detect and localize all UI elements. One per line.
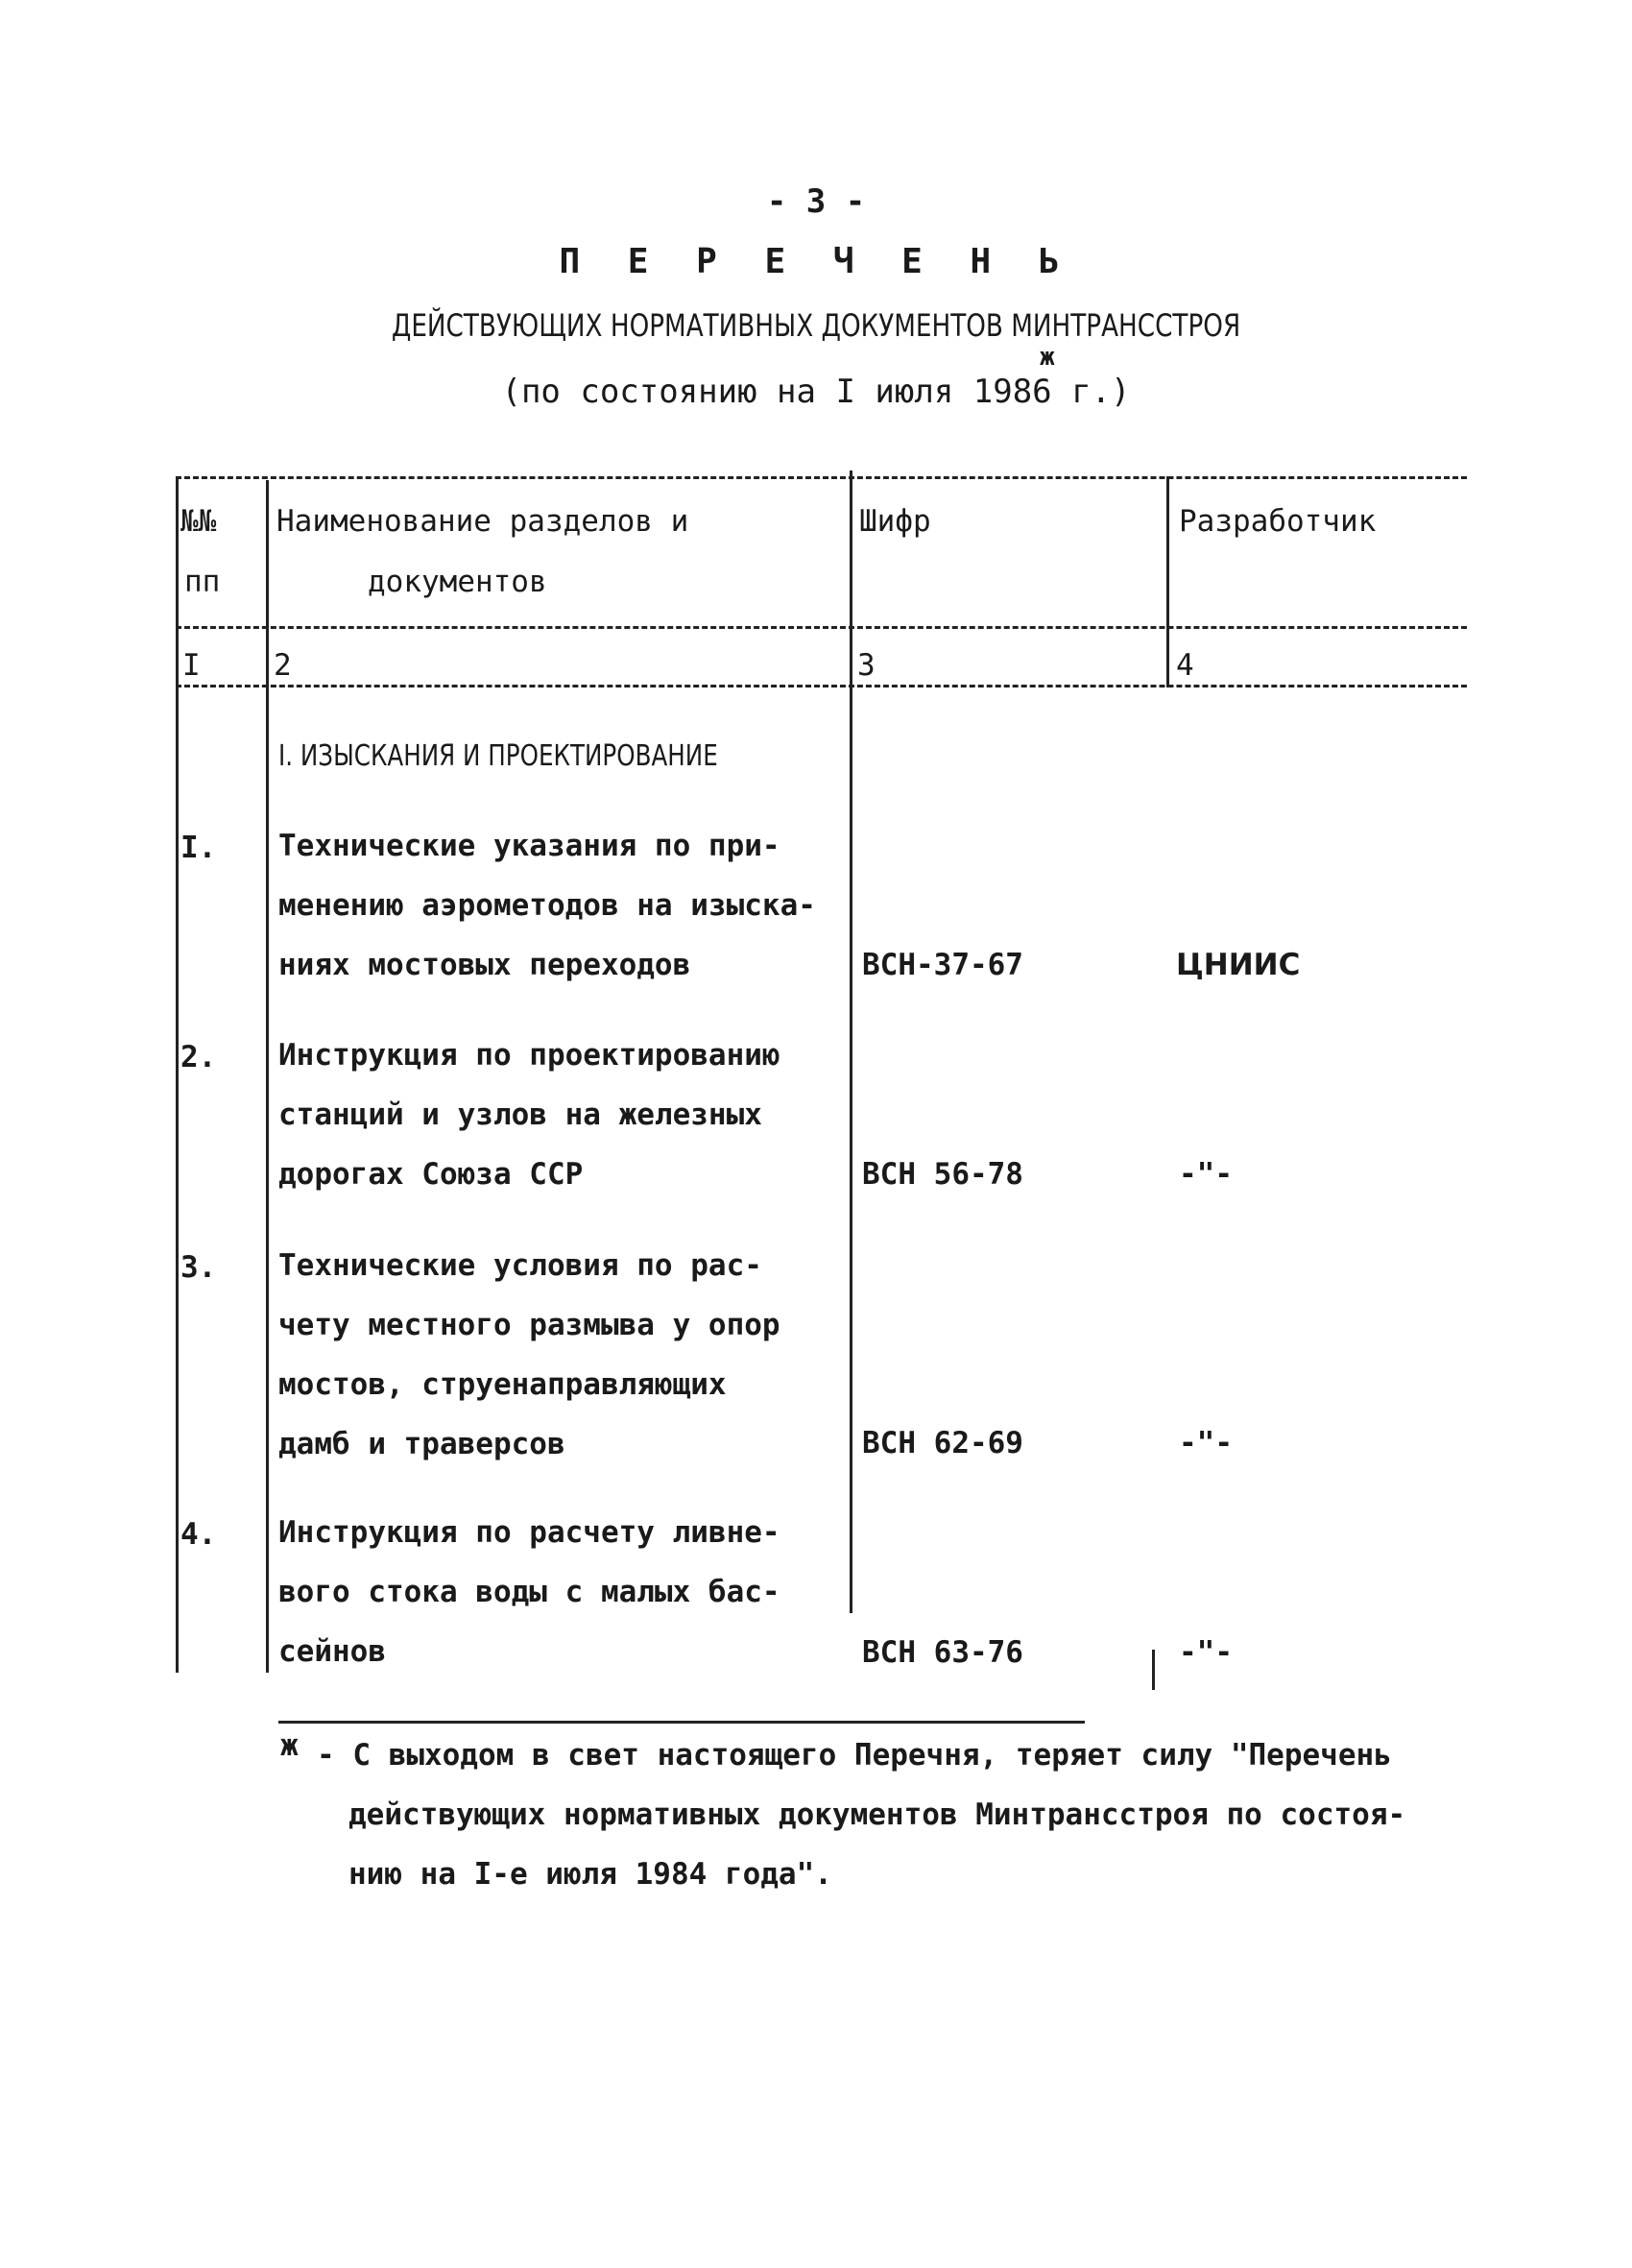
column-number: 3 bbox=[857, 648, 876, 683]
footnote-line: - С выходом в свет настоящего Перечня, теряет силу "Перечень bbox=[317, 1738, 1392, 1773]
column-header-developer: Разработчик bbox=[1179, 504, 1377, 539]
document-name: Технические условия по рас- чету местного размыва у опор мостов, струенаправляющих дамб и траверсов bbox=[278, 1248, 780, 1461]
column-divider-1 bbox=[266, 480, 269, 1673]
column-header-code: Шифр bbox=[859, 504, 931, 539]
column-header-name: Наименование разделов и bbox=[276, 504, 689, 539]
document-code: ВСН 62-69 bbox=[862, 1426, 1023, 1460]
section-title: I. ИЗЫСКАНИЯ И ПРОЕКТИРОВАНИЕ bbox=[278, 739, 718, 773]
document-title: П Е Р Е Ч Е Н Ь bbox=[559, 242, 1073, 281]
footnote-separator bbox=[278, 1721, 1085, 1724]
column-header-name-line2: документов bbox=[368, 565, 547, 599]
row-number: 3. bbox=[180, 1250, 217, 1285]
table-top-rule bbox=[176, 476, 1467, 479]
document-name: Инструкция по проектированию станций и узлов на железных дорогах Союза ССР bbox=[278, 1038, 780, 1192]
footnote-line: нию на I-е июля 1984 года". bbox=[348, 1857, 832, 1892]
document-subtitle: ДЕЙСТВУЮЩИХ НОРМАТИВНЫХ ДОКУМЕНТОВ МИНТРАНССТРОЯ bbox=[391, 307, 1241, 344]
column-number: I bbox=[182, 648, 201, 683]
document-code: ВСН 56-78 bbox=[862, 1157, 1023, 1192]
column-header-number-line2: пп bbox=[184, 565, 221, 599]
date-line: (по состоянию на I июля 1986 г.) bbox=[501, 373, 1131, 411]
column-divider-3 bbox=[1166, 476, 1169, 688]
page-number: - 3 - bbox=[766, 182, 866, 221]
document-name: Инструкция по расчету ливне- вого стока воды с малых бас- сейнов bbox=[278, 1515, 780, 1669]
footnote-text bbox=[317, 1725, 1405, 1904]
left-border bbox=[176, 476, 179, 1673]
column-numbers-rule bbox=[176, 685, 1467, 688]
document-developer: -"- bbox=[1179, 1426, 1233, 1460]
document-code: ВСН 63-76 bbox=[862, 1635, 1023, 1670]
column-divider-3-tail bbox=[1152, 1650, 1155, 1690]
header-bottom-rule bbox=[176, 626, 1467, 629]
row-number: 4. bbox=[180, 1517, 217, 1552]
footnote-line: действующих нормативных документов Минтрансстроя по состоя- bbox=[348, 1798, 1406, 1832]
document-code: ВСН-37-67 bbox=[862, 948, 1023, 982]
row-number: I. bbox=[180, 831, 217, 865]
document-developer: -"- bbox=[1179, 1157, 1233, 1192]
column-number: 4 bbox=[1176, 648, 1194, 683]
column-number: 2 bbox=[274, 648, 292, 683]
document-developer: ЦНИИС bbox=[1176, 948, 1301, 982]
column-divider-2 bbox=[850, 470, 852, 1613]
column-header-number: №№ bbox=[180, 504, 217, 539]
footnote-mark: ж bbox=[280, 1728, 299, 1763]
row-number: 2. bbox=[180, 1040, 217, 1074]
document-name: Технические указания по при- менению аэрометодов на изыска- ниях мостовых переходов bbox=[278, 829, 816, 982]
footnote-reference-mark: ж bbox=[1040, 343, 1055, 372]
document-developer: -"- bbox=[1179, 1635, 1233, 1670]
